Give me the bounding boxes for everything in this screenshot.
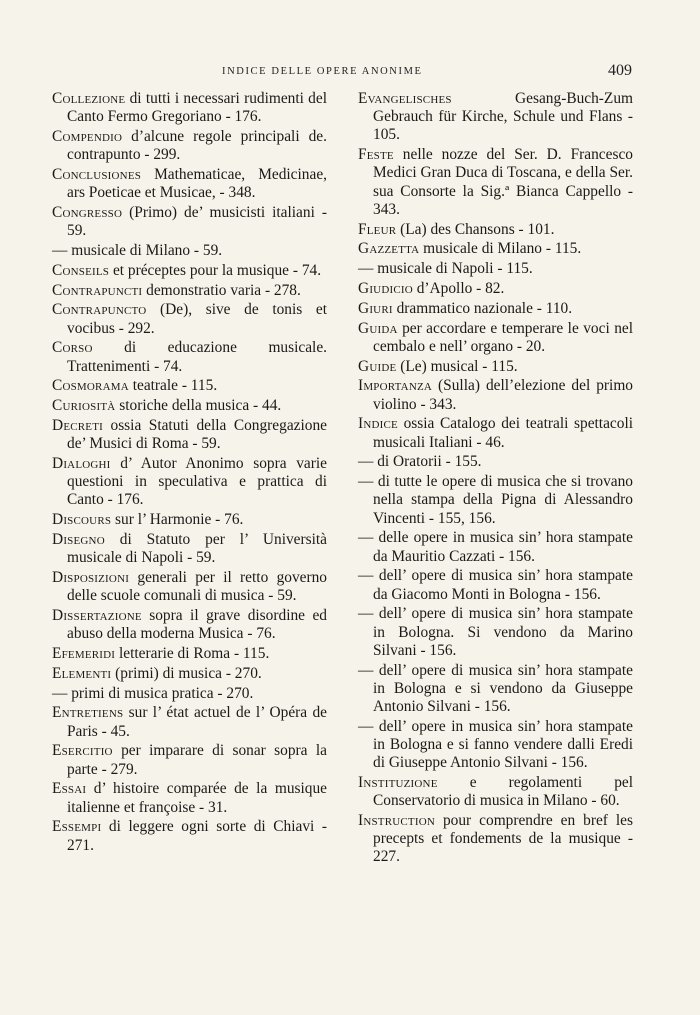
right-column — [358, 90, 633, 868]
index-entry — [52, 645, 327, 663]
entry-headword: Compendio — [52, 128, 123, 145]
index-entry — [358, 320, 633, 356]
entry-text: — di tutte le opere di musica che si trovano nella stampa della Pigna di Alessandro Vincenti - 155, 156. — [358, 473, 633, 527]
entry-text: di tutti i necessari rudimenti del Canto Fermo Gregoriano - 176. — [67, 90, 327, 126]
entry-text: d’alcune regole principali de. contrapunto - 299. — [67, 128, 327, 164]
entry-headword: Conclusiones — [52, 166, 142, 183]
entry-text: demonstratio varia - 278. — [142, 281, 301, 299]
index-entry — [358, 415, 633, 451]
entry-text: — di Oratorii - 155. — [358, 453, 482, 471]
entry-headword: Elementi — [52, 664, 112, 682]
entry-text: (Le) musical - 115. — [396, 357, 518, 375]
entry-text: (primi) di musica - 270. — [111, 664, 262, 682]
index-entry — [52, 780, 327, 816]
entry-headword: Collezione — [52, 90, 126, 107]
index-entry — [52, 531, 327, 567]
entry-headword: Feste — [358, 146, 394, 164]
entry-text: ossia Statuti della Congregazione de’ Musici di Roma - 59. — [67, 416, 327, 453]
entry-text: d’ Autor Anonimo sopra varie questioni in speculativa e prattica di Canto - 176. — [67, 454, 327, 509]
entry-headword: Evangelisches — [358, 90, 452, 107]
index-entry — [52, 377, 327, 395]
index-entry — [358, 146, 633, 219]
entry-text: — dell’ opere di musica sin’ hora stampate in Bologna. Si vendono da Marino Silvani - 156. — [358, 605, 633, 659]
entry-text: letterarie di Roma - 115. — [115, 644, 270, 662]
entry-text: drammatico nazionale - 110. — [392, 299, 573, 317]
index-entry — [358, 567, 633, 603]
entry-headword: Congresso — [52, 204, 123, 221]
left-column — [52, 90, 327, 856]
index-entry — [358, 300, 633, 318]
entry-headword: Discours — [52, 511, 112, 529]
entry-text: di leggere ogni sorte di Chiavi - 271. — [67, 818, 327, 854]
entry-headword: Efemeridi — [52, 644, 116, 662]
entry-text: per imparare di sonar sopra la parte - 279. — [67, 742, 327, 778]
index-entry — [52, 818, 327, 854]
index-entry — [52, 301, 327, 337]
index-entry — [52, 204, 327, 240]
index-entry — [358, 662, 633, 717]
index-entry — [52, 685, 327, 703]
index-entry — [358, 718, 633, 773]
index-entry — [52, 704, 327, 740]
index-entry — [52, 90, 327, 126]
entry-text: — dell’ opere di musica sin’ hora stampate in Bologna e si vendono da Giuseppe Antonio Silvani - 156. — [358, 661, 633, 715]
entry-text: musicale di Milano - 115. — [419, 240, 582, 258]
index-entry — [358, 358, 633, 376]
index-entry — [52, 339, 327, 375]
entry-headword: Cosmorama — [52, 377, 129, 395]
entry-text: sopra il grave disordine ed abuso della moderna Musica - 76. — [67, 606, 327, 643]
entry-text: — musicale di Napoli - 115. — [358, 260, 533, 278]
entry-text: teatrale - 115. — [128, 377, 218, 395]
entry-headword: Fleur — [358, 220, 397, 238]
running-head: INDICE DELLE OPERE ANONIME — [222, 66, 423, 77]
entry-text: (La) des Chansons - 101. — [396, 220, 555, 238]
index-entry — [52, 417, 327, 453]
index-entry — [358, 605, 633, 660]
index-entry — [52, 166, 327, 202]
entry-headword: Corso — [52, 339, 93, 357]
entry-headword: Dialoghi — [52, 454, 111, 472]
entry-headword: Guida — [358, 319, 398, 337]
index-entry — [358, 240, 633, 258]
entry-headword: Guide — [358, 357, 397, 375]
page-number: 409 — [608, 62, 632, 79]
entry-headword: Disegno — [52, 530, 105, 548]
page-header — [52, 62, 630, 84]
entry-headword: Dissertazione — [52, 606, 142, 624]
index-entry — [358, 377, 633, 413]
entry-headword: Giuri — [358, 299, 393, 317]
entry-text: di educazione musicale. Trattenimenti - 74. — [67, 339, 327, 375]
entry-headword: Contrapuncti — [52, 281, 143, 299]
entry-text: (De), sive de tonis et vocibus - 292. — [67, 301, 327, 337]
index-entry — [52, 262, 327, 280]
index-entry — [358, 529, 633, 565]
entry-headword: Gazzetta — [358, 240, 420, 258]
entry-text: (Sulla) dell’elezione del primo violino - 343. — [373, 377, 633, 413]
index-entry — [358, 774, 633, 810]
index-entry — [52, 569, 327, 605]
entry-headword: Essai — [52, 780, 87, 798]
entry-headword: Disposizioni — [52, 568, 130, 586]
index-entry — [358, 453, 633, 471]
index-entry — [52, 397, 327, 415]
entry-text: sur l’ état actuel de l’ Opéra de Paris - 45. — [67, 704, 327, 740]
entry-headword: Curiosità — [52, 397, 116, 415]
entry-headword: Essempi — [52, 818, 102, 836]
index-entry — [358, 812, 633, 867]
entry-text: sur l’ Harmonie - 76. — [111, 511, 244, 529]
index-entry — [358, 280, 633, 298]
entry-text: storiche della musica - 44. — [115, 397, 282, 415]
entry-headword: Instruction — [358, 812, 435, 829]
index-entry — [52, 742, 327, 778]
entry-text: — dell’ opere in musica sin’ hora stampate in Bologna e si fanno vendere dalli Eredi di Giuseppe Antonio Silvani - 156. — [358, 717, 633, 772]
entry-text: e regolamenti pel Conservatorio di musica in Milano - 60. — [373, 774, 633, 810]
entry-text: di Statuto per l’ Università musicale di Napoli - 59. — [67, 530, 327, 567]
index-entry — [358, 221, 633, 239]
entry-text: d’ histoire comparée de la musique italienne et françoise - 31. — [67, 780, 327, 816]
entry-headword: Indice — [358, 415, 398, 433]
index-entry — [52, 665, 327, 683]
entry-text: ossia Catalogo dei teatrali spettacoli musicali Italiani - 46. — [373, 415, 633, 451]
index-entry — [52, 455, 327, 510]
index-entry — [52, 242, 327, 260]
entry-text: — musicale di Milano - 59. — [52, 242, 223, 259]
index-entry — [52, 607, 327, 643]
entry-headword: Instituzione — [358, 774, 438, 791]
entry-text: — primi di musica pratica - 270. — [52, 684, 254, 702]
entry-headword: Giudicio — [358, 280, 413, 297]
entry-text: — delle opere in musica sin’ hora stampate da Mauritio Cazzati - 156. — [358, 529, 633, 565]
index-entry — [52, 511, 327, 529]
entry-headword: Esercitio — [52, 742, 113, 760]
index-entry — [358, 260, 633, 278]
entry-headword: Contrapuncto — [52, 301, 147, 319]
entry-text: d’Apollo - 82. — [412, 280, 505, 297]
entry-text: per accordare e temperare le voci nel cembalo e nell’ organo - 20. — [373, 319, 633, 355]
index-entry — [52, 128, 327, 164]
entry-text: pour comprendre en bref les precepts et fondements de la musique - 227. — [373, 812, 633, 866]
entry-headword: Conseils — [52, 261, 110, 279]
entry-headword: Importanza — [358, 377, 433, 395]
entry-text: generali per il retto governo delle scuole comunali di musica - 59. — [67, 568, 327, 605]
index-entry — [358, 473, 633, 528]
entry-headword: Entretiens — [52, 704, 124, 722]
index-entry — [52, 282, 327, 300]
entry-text: et préceptes pour la musique - 74. — [109, 261, 322, 279]
entry-text: — dell’ opere di musica sin’ hora stampate da Giacomo Monti in Bologna - 156. — [358, 567, 633, 603]
entry-text: nelle nozze del Ser. D. Francesco Medici Gran Duca di Toscana, e della Ser. sua Consorte la Sig.ª Bianca Cappello - 343. — [373, 146, 633, 218]
entry-text: (Primo) de’ musicisti italiani - 59. — [67, 204, 327, 240]
index-entry — [358, 90, 633, 145]
entry-headword: Decreti — [52, 416, 104, 434]
entry-text: Mathematicae, Medicinae, ars Poeticae et Musicae, - 348. — [67, 166, 327, 202]
entry-text: Gesang-Buch-Zum Gebrauch für Kirche, Schule und Flans - 105. — [373, 90, 633, 144]
